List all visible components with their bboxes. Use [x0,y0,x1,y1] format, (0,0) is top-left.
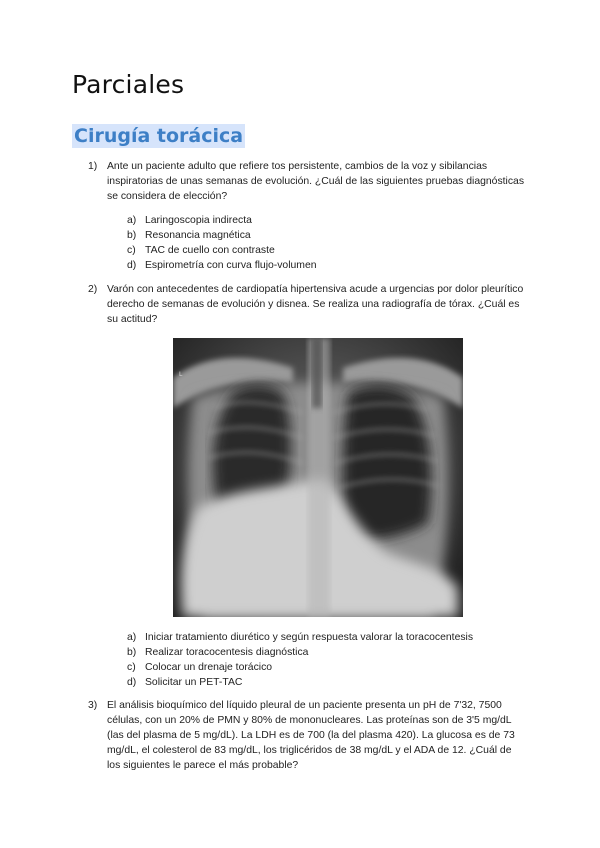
question-text: El análisis bioquímico del líquido pleural de un paciente presenta un pH de 7'32, 7500 células, con un 20% de PMN y 80% de mononucleares. Las proteínas son de 3'5 mg/dL (las del plasma de 5 mg/dL). La LDH es de 700 (la del plasma 420). La glucosa es de 73 mg/dL, el colesterol de 83 mg/dL, los triglicéridos de 38 mg/dL y el ADA de 12. ¿Cuál de los siguientes le parece el más probable? [107,700,515,771]
option-text: Iniciar tratamiento diurético y según respuesta valorar la toracocentesis [145,632,474,643]
question-3 [88,698,524,773]
question-number: 2) [88,284,98,295]
option-text: Colocar un drenaje torácico [145,662,273,673]
option-text: Realizar toracocentesis diagnóstica [145,647,309,658]
option-letter: d) [127,677,137,688]
option-letter: a) [127,632,137,643]
svg-text:L: L [179,371,183,378]
option-letter: d) [127,260,137,271]
question-number: 3) [88,700,98,711]
question-text: Varón con antecedentes de cardiopatía hipertensiva acude a urgencias por dolor pleurítico derecho de semanas de evolución y disnea. Se realiza una radiografía de tórax. ¿Cuál es su actitud? [107,284,524,325]
option-letter: c) [127,662,136,673]
option-letter: b) [127,230,137,241]
question-number: 1) [88,161,98,172]
option-text: Espirometría con curva flujo-volumen [145,260,317,271]
option-letter: b) [127,647,137,658]
section-heading-wrap [72,124,245,148]
section-heading: Cirugía torácica [74,125,244,147]
option-text: Resonancia magnética [145,230,251,241]
page-title: Parciales [72,70,185,99]
option-text: Solicitar un PET-TAC [145,677,243,688]
chest-xray-image [173,338,463,617]
question-2 [88,282,524,327]
option-text: Laringoscopia indirecta [145,215,252,226]
option-letter: a) [127,215,137,226]
question-text: Ante un paciente adulto que refiere tos persistente, cambios de la voz y sibilancias inspiratorias de unas semanas de evolución. ¿Cuál de las siguientes pruebas diagnósticas se considera de elección? [107,161,525,202]
question-1 [88,159,528,204]
option-letter: c) [127,245,136,256]
option-text: TAC de cuello con contraste [145,245,275,256]
